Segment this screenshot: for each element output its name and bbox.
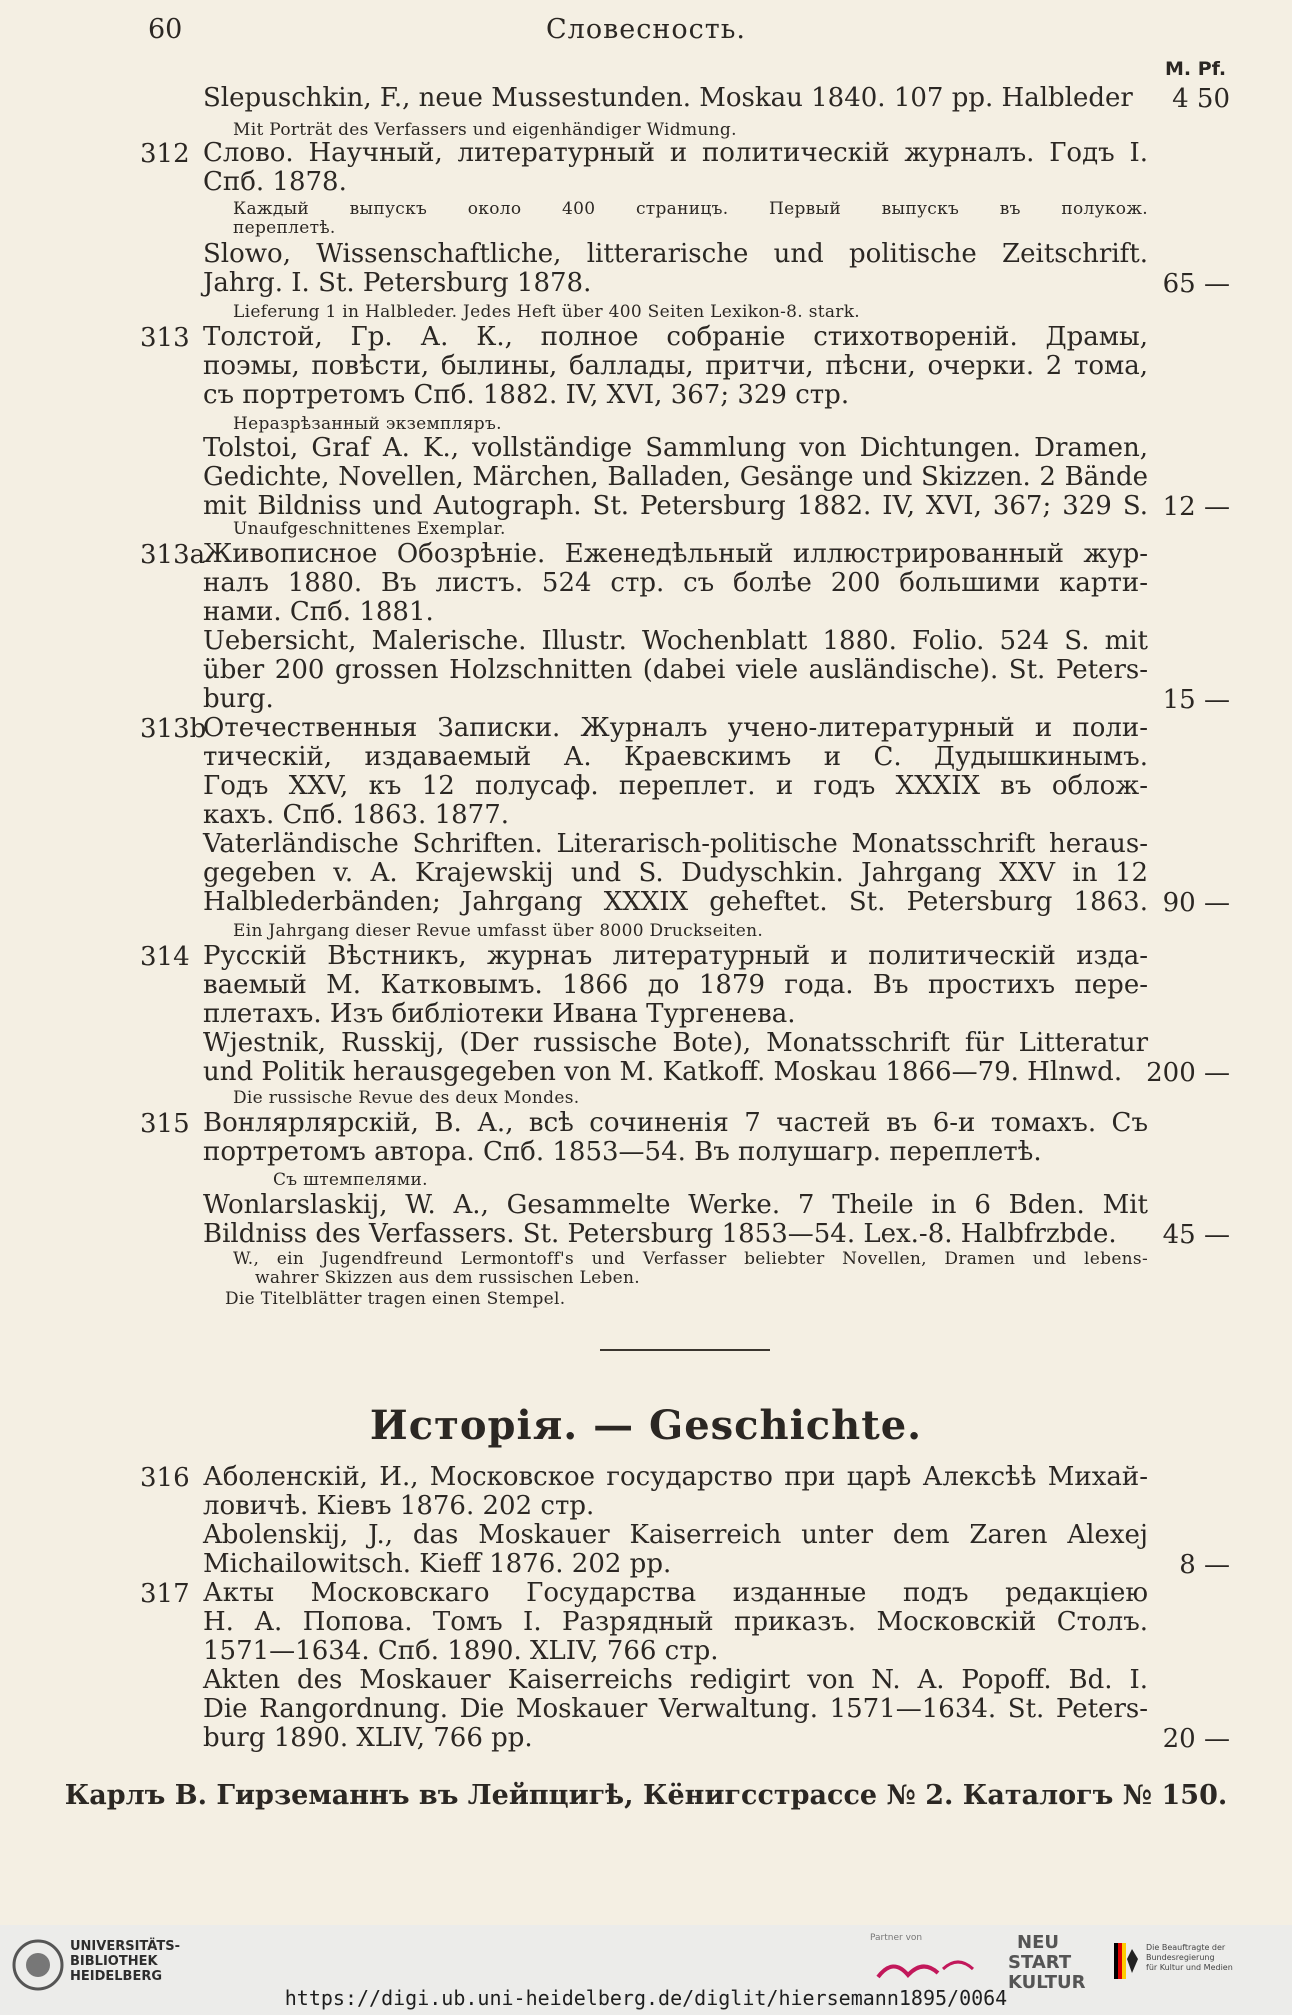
page-header [0,14,1292,50]
entry-number: 317 [140,1579,190,1609]
partner-label: Partner von [870,1933,923,1943]
entry-line: und Politik herausgegeben von M. Katkoff. Moskau 1866—79. Hlnwd. [203,1057,1123,1087]
entry-line: Slowo, Wissenschaftliche, litterarische und politische Zeitschrift. [203,239,1148,269]
entry-line: Ein Jahrgang dieser Revue umfasst über 8000 Druckseiten. [233,921,764,941]
price: 45 — [1162,1220,1230,1250]
entry-line: Съ штемпелями. [273,1170,428,1190]
neustart-kultur-logo: NEU START KULTUR [1008,1932,1086,1993]
entry-line: Unaufgeschnittenes Exemplar. [233,519,506,539]
entry-line: 1571—1634. Спб. 1890. XLIV, 766 стр. [203,1636,719,1666]
entry-line: Die russische Revue des deux Mondes. [233,1088,580,1108]
entry-line: Bildniss des Verfassers. St. Petersburg 1853—54. Lex.-8. Halbfrzbde. [203,1219,1117,1249]
publisher-footer: Карлъ В. Гирземаннъ въ Лейпцигѣ, Кёнигсстрассе № 2. Каталогъ № 150. [64,1780,1228,1811]
section-divider [600,1349,770,1351]
entry-line: Michailowitsch. Kieff 1876. 202 pp. [203,1549,672,1579]
entry-line: Слово. Научный, литературный и политическій журналъ. Годъ I. [203,138,1148,168]
entry-line: Н. А. Попова. Томъ I. Разрядный приказъ. Московскій Столъ. [203,1607,1148,1637]
price: 4 50 [1172,84,1230,114]
page-number: 60 [148,14,183,45]
entry-line: Русскій Вѣстникъ, журнаъ литературный и политическій изда- [203,941,1148,971]
entry-line: über 200 grossen Holzschnitten (dabei viele ausländische). St. Peters- [203,655,1148,685]
entry-number: 313b [140,714,207,744]
entry-line: burg 1890. XLIV, 766 pp. [203,1723,533,1753]
entry-number: 313 [140,323,190,353]
entry-line: wahrer Skizzen aus dem russischen Leben. [255,1268,640,1288]
entry-line: налъ 1880. Въ листъ. 524 стр. съ болѣе 200 большими карти- [203,568,1148,598]
source-url[interactable]: https://digi.ub.uni-heidelberg.de/diglit/hiersemann1895/0064 [284,1986,1008,2010]
federal-eagle-icon [1112,1941,1142,1981]
entry-line: Акты Московскаго Государства изданные подъ редакціею [203,1578,1148,1608]
entry-line: Отечественныя Записки. Журналъ учено-литературный и поли- [203,713,1148,743]
federal-commissioner-label: Die Beauftragte der Bundesregierung für Kultur und Medien [1146,1943,1233,1972]
entry-line: нами. Спб. 1881. [203,597,434,627]
price: 20 — [1162,1724,1230,1754]
entry-line: поэмы, повѣсти, былины, баллады, притчи, пѣсни, очерки. 2 тома, [203,351,1148,381]
entry-line: Каждый выпускъ около 400 страницъ. Первый выпускъ въ полукож. [233,199,1148,219]
entry-line: съ портретомъ Спб. 1882. IV, XVI, 367; 329 стр. [203,380,850,410]
entry-line: Lieferung 1 in Halbleder. Jedes Heft über 400 Seiten Lexikon-8. stark. [233,302,861,322]
entry-line: mit Bildniss und Autograph. St. Petersburg 1882. IV, XVI, 367; 329 S. [203,491,1148,521]
entry-line: Mit Porträt des Verfassers und eigenhändiger Widmung. [233,120,737,140]
price: 8 — [1179,1550,1230,1580]
currency-header: M. Pf. [1165,58,1227,80]
entry-line: Uebersicht, Malerische. Illustr. Wochenblatt 1880. Folio. 524 S. mit [203,626,1148,656]
entry-line: ваемый М. Катковымъ. 1866 до 1879 года. Въ простихъ пере- [203,970,1148,1000]
entry-number: 313a [140,540,206,570]
entry-line: кахъ. Спб. 1863. 1877. [203,800,510,830]
entry-line: Jahrg. I. St. Petersburg 1878. [203,268,592,298]
entry-number: 315 [140,1109,190,1139]
entry-line: Tolstoi, Graf A. K., vollständige Sammlung von Dichtungen. Dramen, [203,433,1148,463]
entry-line: плетахъ. Изъ библіотеки Ивана Тургенева. [203,999,796,1029]
entry-line: burg. [203,684,274,714]
entry-line: портретомъ автора. Спб. 1853—54. Въ полушагр. переплетѣ. [203,1137,1042,1167]
entry-line: gegeben v. A. Krajewskij und S. Dudyschkin. Jahrgang XXV in 12 [203,858,1148,888]
entry-line: Живописное Обозрѣніе. Еженедѣльный иллюстрированный жур- [203,539,1148,569]
entry-line: Die Titelblätter tragen einen Stempel. [225,1289,566,1309]
section-title: Исторія. — Geschichte. [369,1402,923,1449]
entry-line: Толстой, Гр. А. К., полное собраніе стихотвореній. Драмы, [203,322,1148,352]
university-name: UNIVERSITÄTS- BIBLIOTHEK HEIDELBERG [70,1939,180,1984]
price: 200 — [1146,1058,1230,1088]
price: 90 — [1162,888,1230,918]
entry-line: Годъ XXV, къ 12 полусаф. переплет. и годъ XXXIX въ облож- [203,771,1148,801]
entry-line: Slepuschkin, F., neue Mussestunden. Moskau 1840. 107 pp. Halbleder [203,83,1133,113]
entry-line: Вонлярлярскій, В. А., всѣ сочиненія 7 частей въ 6-и томахъ. Съ [203,1108,1148,1138]
page-title: Словесность. [546,14,746,45]
price: 15 — [1162,685,1230,715]
entry-line: переплетѣ. [233,218,336,238]
entry-line: Wjestnik, Russkij, (Der russische Bote), Monatsschrift für Litteratur [203,1028,1148,1058]
price: 65 — [1162,269,1230,299]
entry-number: 314 [140,942,190,972]
entry-line: Gedichte, Novellen, Märchen, Balladen, Gesänge und Skizzen. 2 Bände [203,462,1148,492]
entry-line: W., ein Jugendfreund Lermontoff's und Verfasser beliebter Novellen, Dramen und lebens- [233,1249,1148,1269]
entry-line: Аболенскій, И., Московское государство при царѣ Алексѣѣ Михай- [203,1462,1148,1492]
entry-line: Неразрѣзанный экземпляръ. [233,414,502,434]
price: 12 — [1162,492,1230,522]
entry-line: тическій, издаваемый А. Краевскимъ и С. Дудышкинымъ. [203,742,1148,772]
entry-number: 316 [140,1463,190,1493]
entry-line: Halblederbänden; Jahrgang XXXIX geheftet. St. Petersburg 1863. [203,887,1148,917]
entry-line: ловичѣ. Кіевъ 1876. 202 стр. [203,1491,595,1521]
entry-number: 312 [140,139,190,169]
entry-line: Vaterländische Schriften. Literarisch-politische Monatsschrift heraus- [203,829,1148,859]
entry-line: Wonlarslaskij, W. A., Gesammelte Werke. 7 Theile in 6 Bden. Mit [203,1190,1148,1220]
entry-line: Abolenskij, J., das Moskauer Kaiserreich unter dem Zaren Alexej [203,1520,1148,1550]
entry-line: Спб. 1878. [203,167,347,197]
entry-line: Die Rangordnung. Die Moskauer Verwaltung. 1571—1634. St. Peters- [203,1694,1148,1724]
entry-line: Akten des Moskauer Kaiserreichs redigirt von N. A. Popoff. Bd. I. [203,1665,1148,1695]
